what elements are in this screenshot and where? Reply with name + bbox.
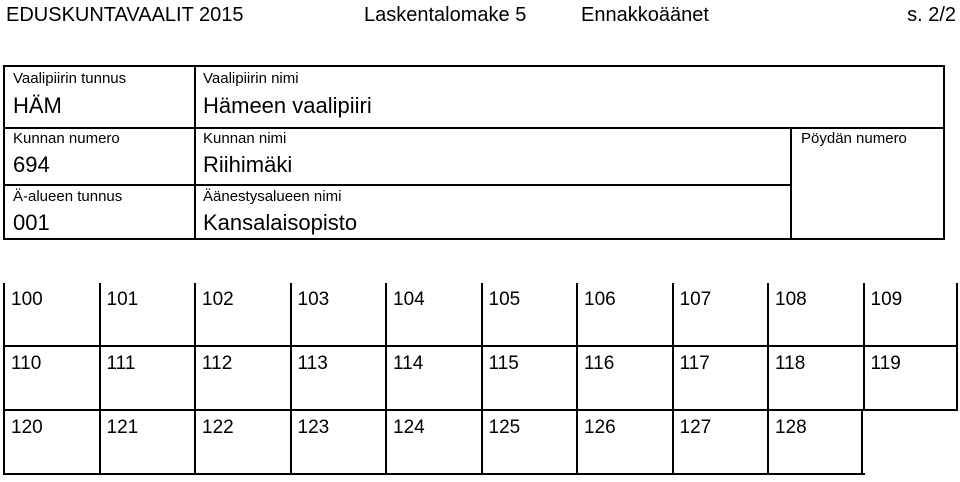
candidate-number-cell: 107 xyxy=(672,283,768,347)
info-box xyxy=(3,65,945,240)
candidate-number-cell: 117 xyxy=(672,347,768,411)
candidate-number-cell: 102 xyxy=(194,283,290,347)
candidate-number-cell: 116 xyxy=(576,347,672,411)
page-number: s. 2/2 xyxy=(907,4,956,26)
candidate-number-cell: 124 xyxy=(385,411,481,475)
candidate-number-cell: 103 xyxy=(290,283,386,347)
candidate-number-cell: 125 xyxy=(481,411,577,475)
candidate-number-cell: 108 xyxy=(767,283,863,347)
candidate-number-cell: 120 xyxy=(3,411,99,475)
candidate-number-cell: 128 xyxy=(767,411,863,475)
district-name-label: Vaalipiirin nimi xyxy=(203,70,299,87)
form-title: Laskentalomake 5 xyxy=(364,4,527,26)
candidate-number-cell: 127 xyxy=(672,411,768,475)
divider xyxy=(3,473,865,475)
divider xyxy=(5,184,790,186)
candidate-number-cell: 114 xyxy=(385,347,481,411)
candidate-number-cell: 106 xyxy=(576,283,672,347)
candidate-number-cell: 104 xyxy=(385,283,481,347)
divider xyxy=(790,128,792,238)
municipality-name-label: Kunnan nimi xyxy=(203,130,287,147)
area-code: 001 xyxy=(13,210,50,235)
candidate-number-cell: 112 xyxy=(194,347,290,411)
table-number-label: Pöydän numero xyxy=(801,130,907,147)
candidate-number-cell: 100 xyxy=(3,283,99,347)
candidate-number-cell: 115 xyxy=(481,347,577,411)
candidate-number-cell: 101 xyxy=(99,283,195,347)
election-title: EDUSKUNTAVAALIT 2015 xyxy=(6,4,244,26)
candidate-number-cell: 111 xyxy=(99,347,195,411)
grid-row xyxy=(3,283,958,347)
grid-row xyxy=(3,411,863,475)
candidate-number-cell: 126 xyxy=(576,411,672,475)
area-name-label: Äänestysalueen nimi xyxy=(203,188,342,205)
candidate-number-cell: 119 xyxy=(863,347,959,411)
area-code-label: Ä-alueen tunnus xyxy=(13,188,123,205)
divider xyxy=(5,127,943,129)
district-code-label: Vaalipiirin tunnus xyxy=(13,70,127,87)
municipality-number: 694 xyxy=(13,152,50,177)
municipality-number-label: Kunnan numero xyxy=(13,130,120,147)
candidate-number-cell: 109 xyxy=(863,283,959,347)
district-name: Hämeen vaalipiiri xyxy=(203,93,372,118)
candidate-number-cell: 113 xyxy=(290,347,386,411)
candidate-number-cell: 122 xyxy=(194,411,290,475)
candidate-number-cell: 121 xyxy=(99,411,195,475)
area-name: Kansalaisopisto xyxy=(203,210,358,235)
candidate-number-cell: 118 xyxy=(767,347,863,411)
grid-row xyxy=(3,347,958,411)
district-code: HÄM xyxy=(13,93,62,118)
candidate-number-cell: 110 xyxy=(3,347,99,411)
divider xyxy=(194,67,196,238)
candidate-number-cell: 105 xyxy=(481,283,577,347)
municipality-name: Riihimäki xyxy=(203,152,293,177)
advance-votes-title: Ennakkoäänet xyxy=(581,4,709,26)
candidate-number-cell: 123 xyxy=(290,411,386,475)
